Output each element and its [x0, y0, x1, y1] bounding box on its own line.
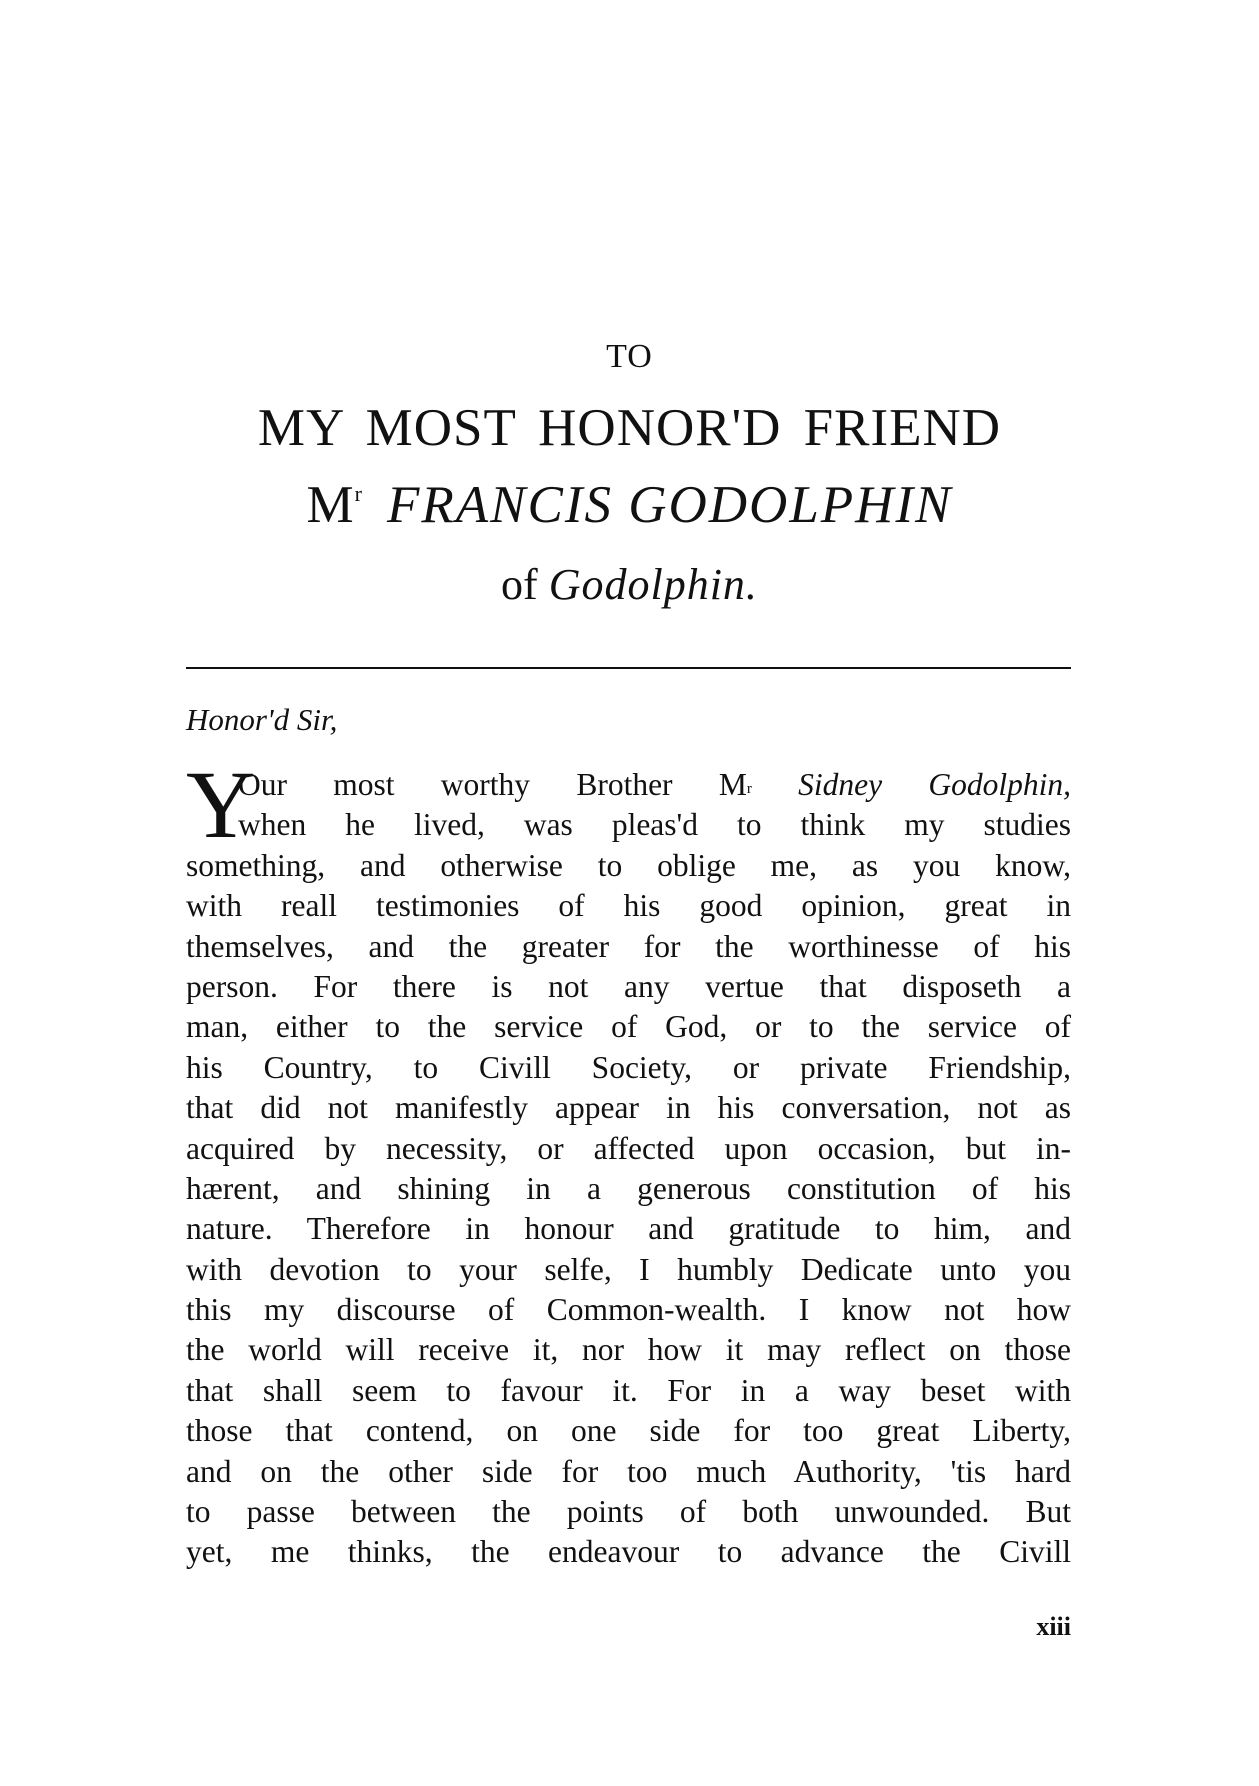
- dedicatee-name: FRANCIS GODOLPHIN: [387, 476, 953, 534]
- body-line: when he lived, was pleas'd to think my studies: [238, 807, 1071, 843]
- body-line: man, either to the service of God, or to the service of: [186, 1009, 1071, 1045]
- dedication-friend-line: MY MOST HONOR'D FRIEND: [257, 399, 1002, 457]
- body-line: acquired by necessity, or affected upon occasion, but in-: [186, 1130, 1071, 1166]
- body-line: hærent, and shining in a generous constitution of his: [186, 1170, 1071, 1206]
- body-line: person. For there is not any vertue that disposeth a: [186, 968, 1071, 1004]
- drop-cap: Y: [186, 751, 256, 858]
- body-line: Our most worthy Brother $M^r$ Sidney Godolphin,: [238, 767, 1071, 802]
- body-line: to passe between the points of both unwounded. But: [186, 1494, 1071, 1530]
- dedication-body: [186, 765, 1071, 1573]
- body-line: that did not manifestly appear in his conversation, not as: [186, 1090, 1071, 1126]
- horizontal-rule: [186, 667, 1071, 669]
- body-line: and on the other side for too much Authority, 'tis hard: [186, 1453, 1071, 1489]
- honorific: $M^r$: [306, 476, 363, 534]
- body-line: with devotion to your selfe, I humbly Dedicate unto you: [186, 1251, 1071, 1287]
- body-line: the world will receive it, nor how it may reflect on those: [186, 1332, 1071, 1368]
- body-line: yet, me thinks, the endeavour to advance the Civill: [186, 1534, 1071, 1570]
- body-line: that shall seem to favour it. For in a way beset with: [186, 1372, 1071, 1408]
- dedication-name-line: [0, 475, 1259, 535]
- body-line: something, and otherwise to oblige me, as you know,: [186, 847, 1071, 883]
- dedication-to: TO: [606, 338, 653, 375]
- page-number: xiii: [1036, 1612, 1071, 1641]
- body-line: those that contend, on one side for too great Liberty,: [186, 1413, 1071, 1449]
- place-name: Godolphin.: [548, 560, 758, 609]
- body-line: with reall testimonies of his good opinion, great in: [186, 888, 1071, 924]
- place-of: of: [501, 560, 538, 609]
- body-line: this my discourse of Common-wealth. I know not how: [186, 1292, 1071, 1328]
- dedication-place-line: [0, 559, 1259, 610]
- body-line: nature. Therefore in honour and gratitude to him, and: [186, 1211, 1071, 1247]
- body-line: his Country, to Civill Society, or private Friendship,: [186, 1049, 1071, 1085]
- salutation: Honor'd Sir,: [186, 702, 338, 737]
- body-line: themselves, and the greater for the worthinesse of his: [186, 928, 1071, 964]
